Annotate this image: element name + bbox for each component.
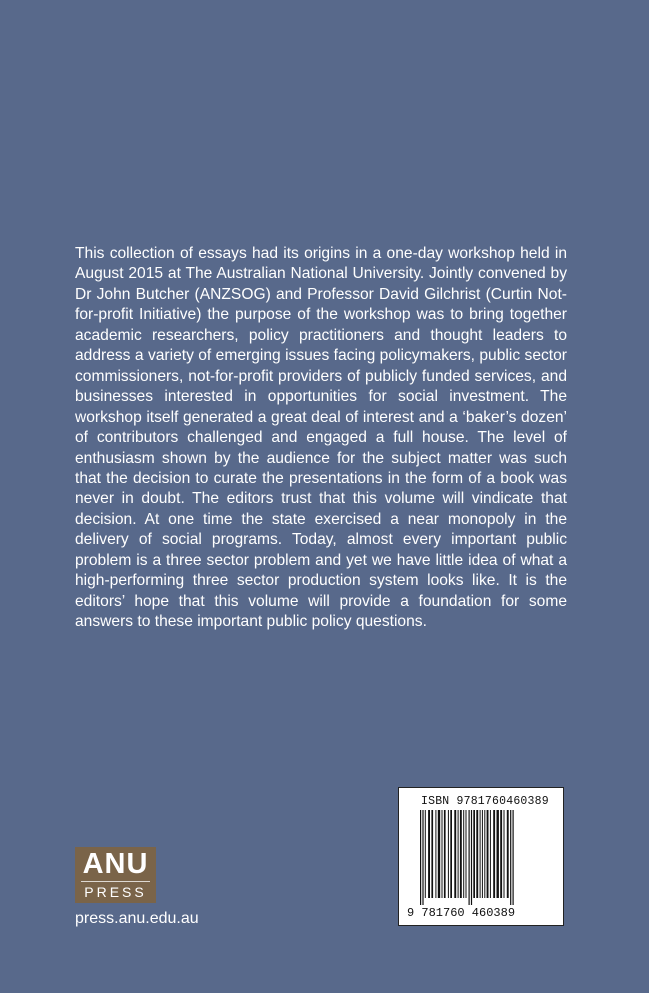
barcode-bar [490, 810, 491, 898]
barcode-bar [484, 810, 485, 898]
barcode-bar [450, 810, 452, 898]
barcode-bar [420, 810, 421, 905]
isbn-label: ISBN 9781760460389 [421, 795, 549, 808]
barcode-bar [431, 810, 433, 898]
barcode-bar [454, 810, 456, 898]
barcode-bar [460, 810, 462, 898]
barcode-bar [513, 810, 514, 905]
barcode-bar [493, 810, 495, 898]
barcode-bar [435, 810, 436, 898]
anu-press-logo [75, 847, 156, 903]
barcode-bar [504, 810, 505, 898]
barcode-bar [476, 810, 478, 898]
barcode-bar [500, 810, 502, 898]
barcode-bar [442, 810, 443, 898]
barcode-bar [487, 810, 489, 898]
barcode-bar [428, 810, 430, 898]
barcode-bar [469, 810, 470, 905]
barcode-bar [438, 810, 440, 898]
barcode-bar [448, 810, 449, 898]
back-cover-blurb: This collection of essays had its origins in a one-day workshop held in August 2015 at The Australian National University. Jointly convened by Dr John Butcher (ANZSOG) and Professor David Gilchrist (Curtin Not-for-profit Initiative) the purpose of the workshop was to bring together academic researchers, policy practitioners and thought leaders to address a variety of emerging issues facing policymakers, public sector commissioners, not-for-profit providers of publicly funded services, and businesses interested in opportunities for social investment. The workshop itself generated a great deal of interest and a ‘baker’s dozen’ of contributors challenged and engaged a full house. The level of enthusiasm shown by the audience for the subject matter was such that the decision to curate the presentations in the form of a book was never in doubt. The editors trust that this volume will vindicate that decision. At one time the state exercised a near monopoly in the delivery of social programs. Today, almost every important public problem is a three sector problem and yet we have little idea of what a high-performing three sector production system looks like. It is the editors’ hope that this volume will provide a foundation for some answers to these important public policy questions. [75, 245, 567, 631]
barcode-bar [480, 810, 481, 898]
logo-subtitle: PRESS [84, 884, 147, 900]
barcode-bar [425, 810, 426, 898]
barcode-bar [466, 810, 467, 898]
barcode-bar [497, 810, 499, 898]
isbn-barcode [398, 787, 564, 926]
barcode-bar [473, 810, 475, 898]
barcode-bar [471, 810, 472, 905]
barcode-digits: 9 781760 460389 [407, 906, 516, 920]
logo-divider [81, 881, 150, 882]
publisher-url: press.anu.edu.au [75, 910, 199, 927]
logo-wordmark: ANU [82, 848, 149, 880]
barcode-bar [458, 810, 459, 898]
barcode-bar [482, 810, 483, 898]
barcode-bars [419, 810, 545, 905]
barcode-bar [510, 810, 511, 905]
barcode-bar [444, 810, 446, 898]
barcode-bar [422, 810, 423, 905]
barcode-bar [507, 810, 509, 898]
barcode-bar [463, 810, 464, 898]
